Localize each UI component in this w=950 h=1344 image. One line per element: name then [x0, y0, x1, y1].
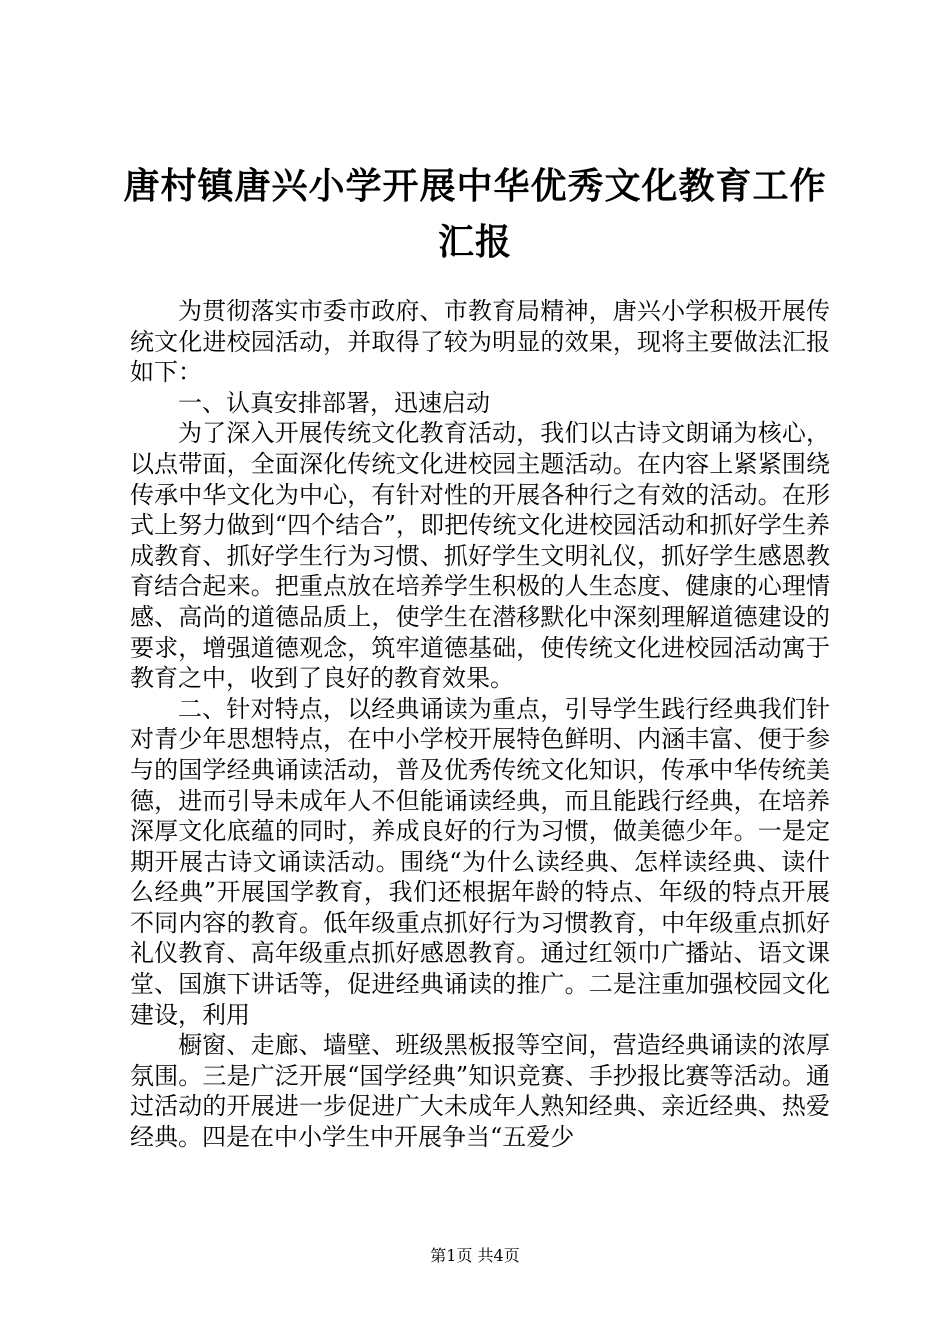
section-heading-1: 一、认真安排部署，迅速启动 [178, 388, 490, 417]
paragraph-section-2: 二、针对特点，以经典诵读为重点，引导学生践行经典我们针对青少年思想特点，在中小学校开展特色鲜明、内涵丰富、便于参与的国学经典诵读活动，普及优秀传统文化知识，传承中华传统美德，进而引导未成年人不但能诵读经典，而且能践行经典，在培养深厚文化底蕴的同时，养成良好的行为习惯，做美德少年。一是定期开展古诗文诵读活动。围绕“为什么读经典、怎样读经典、读什么经典”开展国学教育，我们还根据年龄的特点、年级的特点开展不同内容的教育。低年级重点抓好行为习惯教育，中年级重点抓好礼仪教育、高年级重点抓好感恩教育。通过红领巾广播站、语文课堂、国旗下讲话等，促进经典诵读的推广。二是注重加强校园文化建设，利用 [130, 694, 830, 1029]
document-title: 唐村镇唐兴小学开展中华优秀文化教育工作汇报 [123, 165, 827, 263]
paragraph-section-1: 为了深入开展传统文化教育活动，我们以古诗文朗诵为核心，以点带面，全面深化传统文化进校园主题活动。在内容上紧紧围绕传承中华文化为中心，有针对性的开展各种行之有效的活动。在形式上努力做到“四个结合”，即把传统文化进校园活动和抓好学生养成教育、抓好学生行为习惯、抓好学生文明礼仪，抓好学生感恩教育结合起来。把重点放在培养学生积极的人生态度、健康的心理情感、高尚的道德品质上，使学生在潜移默化中深刻理解道德建设的要求，增强道德观念，筑牢道德基础，使传统文化进校园活动寓于教育之中，收到了良好的教育效果。 [130, 419, 830, 693]
paragraph-section-2-continued: 橱窗、走廊、墙壁、班级黑板报等空间，营造经典诵读的浓厚氛围。三是广泛开展“国学经典”知识竞赛、手抄报比赛等活动。通过活动的开展进一步促进广大未成年人熟知经典、亲近经典、热爱经典。四是在中小学生中开展争当“五爱少 [130, 1031, 830, 1152]
page-number-footer: 第1页 共4页 [430, 1246, 520, 1265]
document-body [130, 296, 830, 1153]
paragraph-intro: 为贯彻落实市委市政府、市教育局精神，唐兴小学积极开展传统文化进校园活动，并取得了较为明显的效果，现将主要做法汇报如下： [130, 297, 830, 387]
